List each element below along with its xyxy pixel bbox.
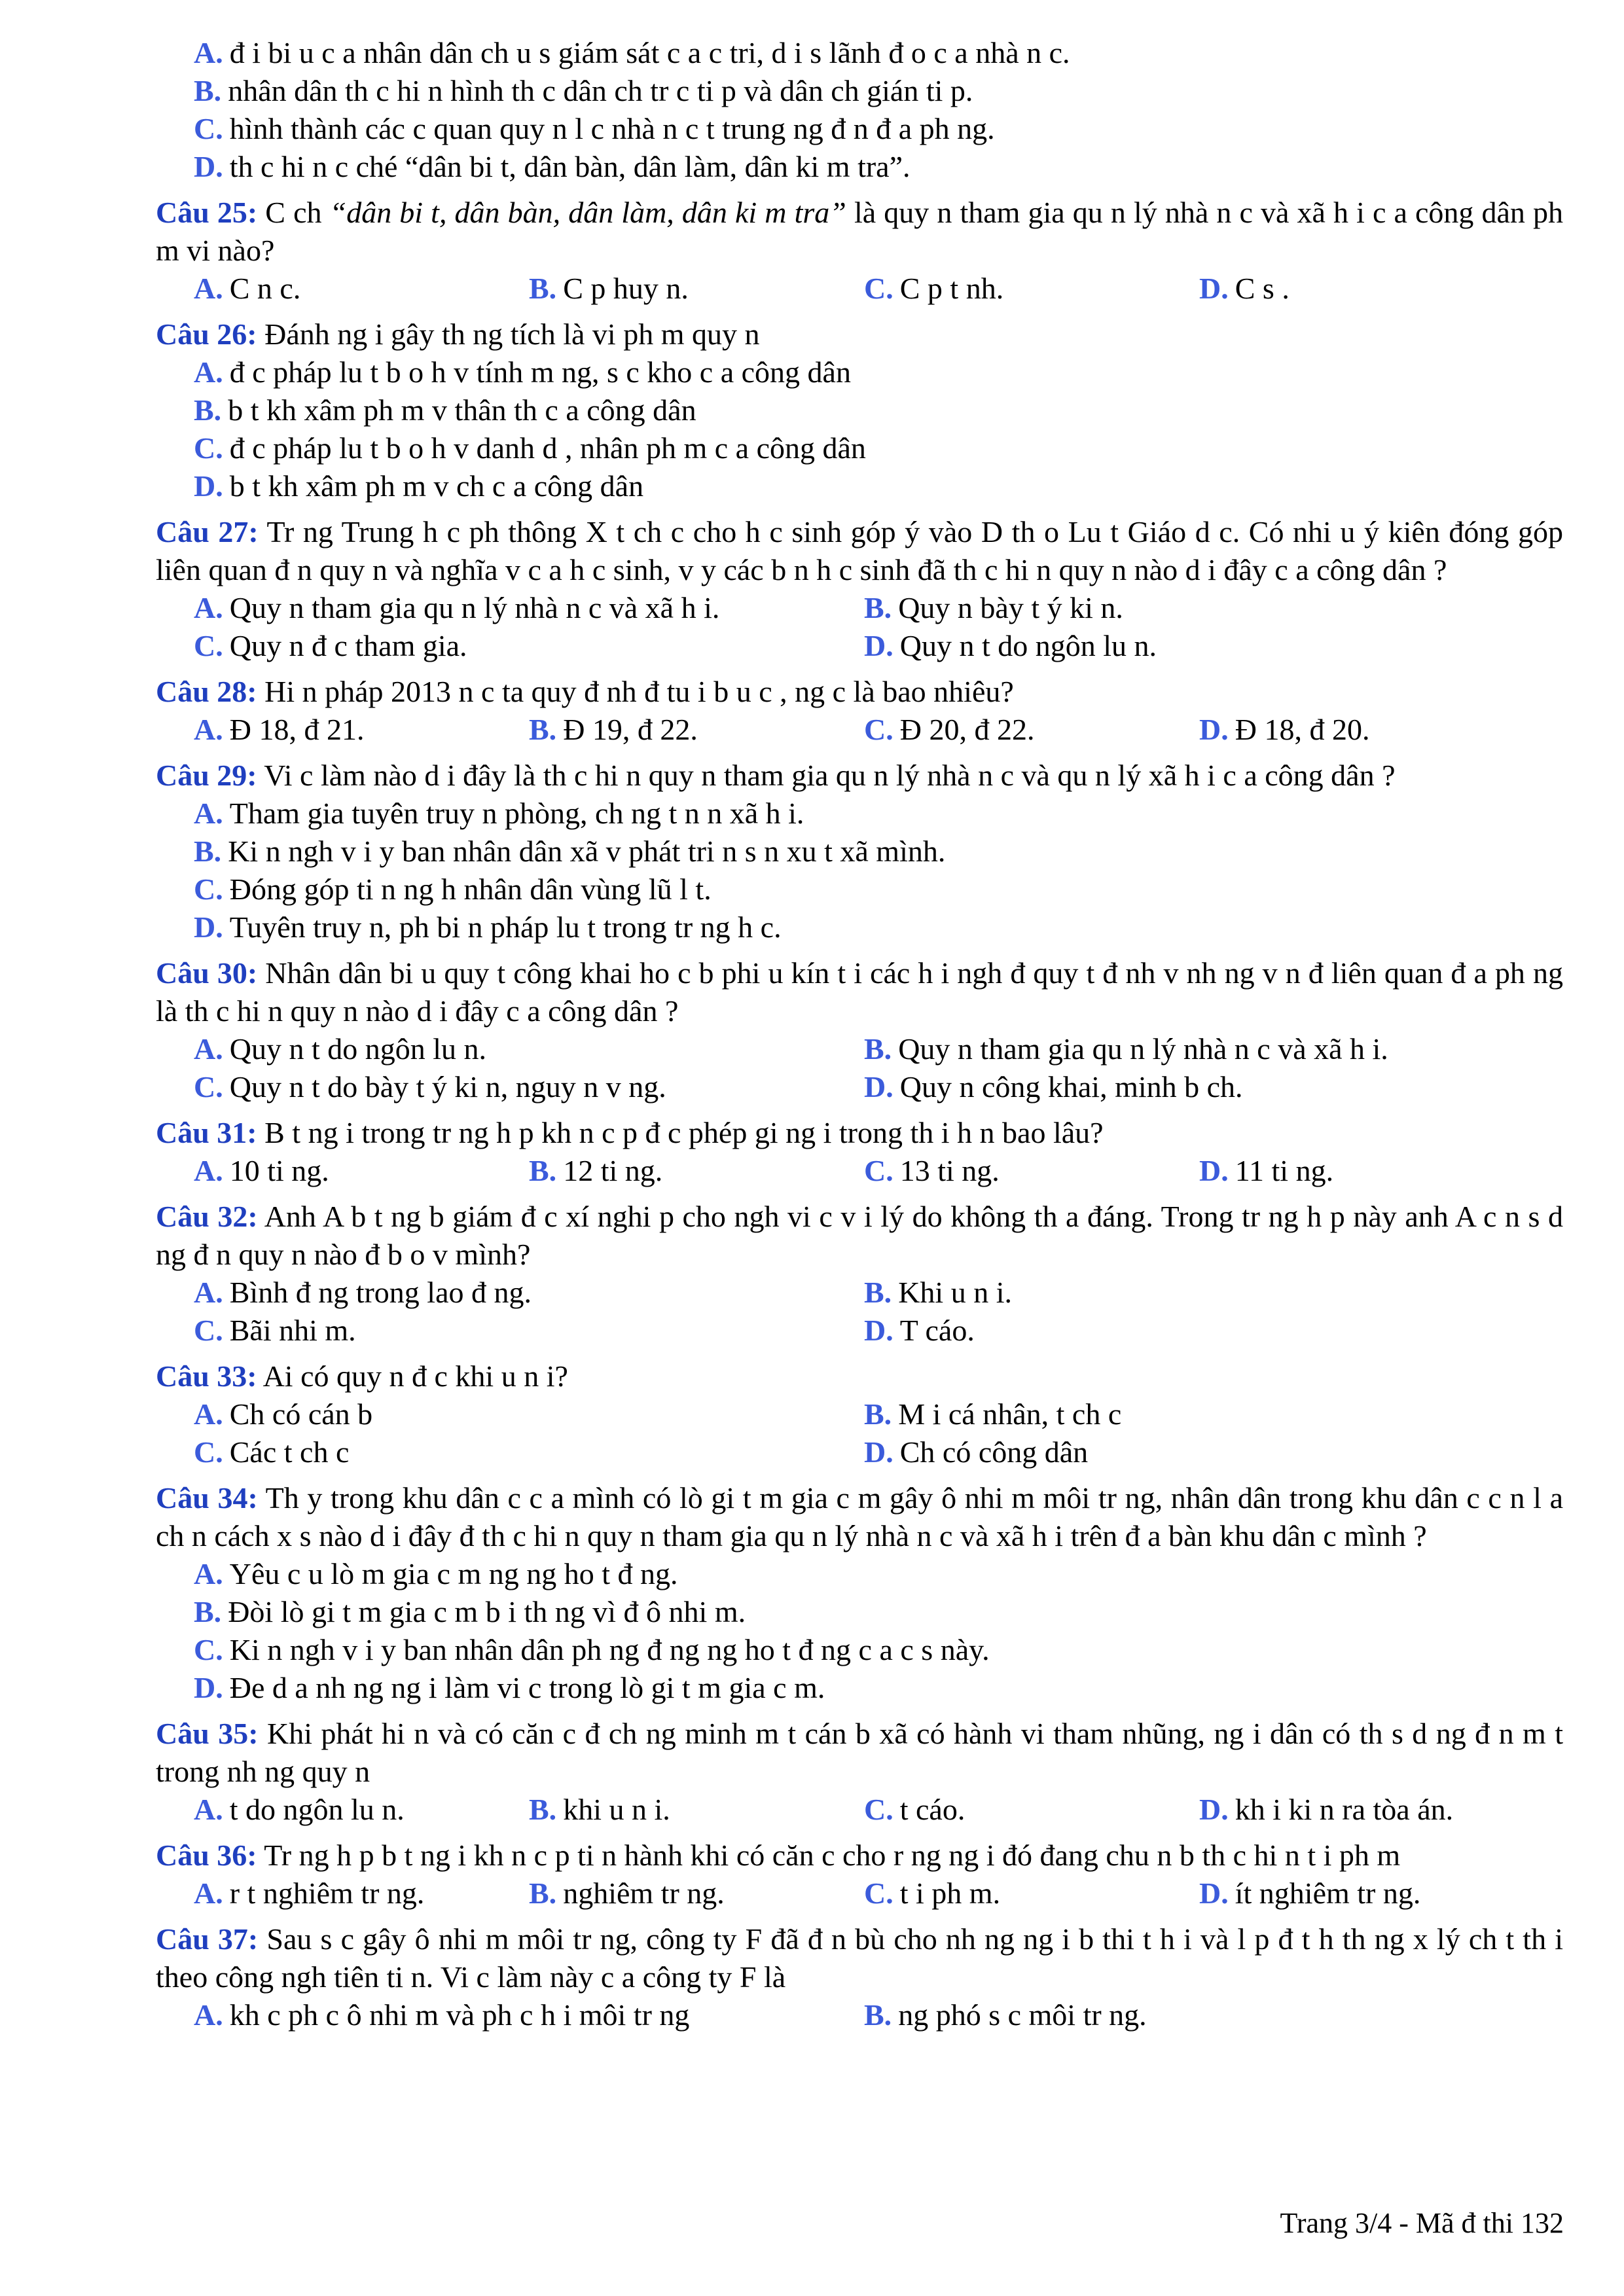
option-text: Đe d a nh ng ng i làm vi c trong lò gi t m gia c m. xyxy=(229,1671,825,1704)
options-row xyxy=(156,1433,1563,1471)
option-b xyxy=(529,711,864,749)
option-letter: B. xyxy=(194,393,222,427)
option-letter: D. xyxy=(1199,713,1229,746)
option-letter: B. xyxy=(864,591,892,624)
option-text: Ki n ngh v i y ban nhân dân xã v phát tri n s n xu t xã mình. xyxy=(228,834,946,868)
option-text: đ c pháp lu t b o h v tính m ng, s c kho c a công dân xyxy=(229,355,851,389)
option-text: 13 ti ng. xyxy=(899,1154,1000,1187)
option-text: t do ngôn lu n. xyxy=(229,1793,405,1826)
option-letter: C. xyxy=(864,713,893,746)
question-number: Câu 25: xyxy=(156,196,258,229)
question-25 xyxy=(156,194,1563,308)
option-text: t cáo. xyxy=(899,1793,965,1826)
question-29 xyxy=(156,757,1563,946)
option-letter: D. xyxy=(864,1070,893,1103)
question-text-part: Hi n pháp 2013 n c ta quy đ nh đ tu i b u c , ng c là bao nhiêu? xyxy=(257,675,1014,708)
options-row xyxy=(156,589,1563,627)
question-number: Câu 33: xyxy=(156,1359,257,1393)
option-letter: B. xyxy=(529,1154,557,1187)
option-a xyxy=(194,1555,1563,1593)
question-text-part: là quy n tham gia qu n lý nhà n c và xã h i c a công dân ph m vi nào? xyxy=(156,196,1564,267)
option-letter: D. xyxy=(1199,1876,1229,1910)
option-letter: C. xyxy=(194,872,223,906)
option-letter: A. xyxy=(194,1397,223,1431)
option-text: hình thành các c quan quy n l c nhà n c t trung ng đ n đ a ph ng. xyxy=(229,112,995,145)
option-letter: C. xyxy=(864,1154,893,1187)
option-text: Đ 19, đ 22. xyxy=(563,713,698,746)
option-a xyxy=(194,589,864,627)
option-a xyxy=(194,1791,529,1829)
question-35 xyxy=(156,1715,1563,1829)
option-letter: B. xyxy=(864,1998,892,2032)
option-text: Tham gia tuyên truy n phòng, ch ng t n n xã h i. xyxy=(229,797,804,830)
question-text xyxy=(156,1114,1563,1152)
option-letter: C. xyxy=(194,431,223,465)
option-text: Đ 20, đ 22. xyxy=(899,713,1035,746)
option-b xyxy=(194,72,1563,110)
option-text: Ki n ngh v i y ban nhân dân ph ng đ ng ng ho t đ ng c a c s này. xyxy=(229,1633,990,1666)
option-letter: C. xyxy=(864,1876,893,1910)
question-number: Câu 36: xyxy=(156,1839,257,1872)
option-d xyxy=(194,1669,1563,1707)
question-text-part: Khi phát hi n và có căn c đ ch ng minh m t cán b xã có hành vi tham nhũng, ng i dân có th s d ng đ n m t trong nh ng quy n xyxy=(156,1717,1563,1788)
option-text: Quy n bày t ý ki n. xyxy=(898,591,1123,624)
option-letter: C. xyxy=(194,1070,223,1103)
option-c xyxy=(194,110,1563,148)
option-letter: D. xyxy=(1199,1154,1229,1187)
question-number: Câu 37: xyxy=(156,1922,259,1956)
options-list xyxy=(156,353,1563,505)
option-letter: C. xyxy=(194,1314,223,1347)
exam-content xyxy=(156,34,1563,2034)
option-a xyxy=(194,1030,864,1068)
option-text: Khi u n i. xyxy=(898,1276,1012,1309)
option-text: Ch có cán b xyxy=(229,1397,373,1431)
option-c xyxy=(194,1068,864,1106)
option-d xyxy=(1199,1874,1534,1912)
option-text: nhân dân th c hi n hình th c dân ch tr c ti p và dân ch gián ti p. xyxy=(228,74,973,107)
options-row xyxy=(156,1874,1563,1912)
option-d xyxy=(1199,1791,1534,1829)
option-text: Yêu c u lò m gia c m ng ng ho t đ ng. xyxy=(229,1557,678,1590)
option-letter: A. xyxy=(194,1793,223,1826)
option-text: 12 ti ng. xyxy=(563,1154,663,1187)
option-letter: A. xyxy=(194,272,223,305)
question-number: Câu 29: xyxy=(156,759,257,792)
option-c xyxy=(864,270,1199,308)
question-text-part: B t ng i trong tr ng h p kh n c p đ c phép gi ng i trong th i h n bao lâu? xyxy=(257,1116,1104,1149)
option-letter: A. xyxy=(194,36,223,69)
option-b xyxy=(529,270,864,308)
option-c xyxy=(864,1874,1199,1912)
option-c xyxy=(864,1152,1199,1190)
option-letter: B. xyxy=(529,1876,557,1910)
option-a xyxy=(194,34,1563,72)
options-row xyxy=(156,270,1563,308)
options-list xyxy=(156,1555,1563,1707)
question-number: Câu 35: xyxy=(156,1717,259,1750)
option-text: kh i ki n ra tòa án. xyxy=(1235,1793,1454,1826)
option-text: Quy n t do bày t ý ki n, nguy n v ng. xyxy=(229,1070,666,1103)
question-text-part: Th y trong khu dân c c a mình có lò gi t m gia c m gây ô nhi m môi tr ng, nhân dân trong khu dân c c n l a ch n cách x s nào d i đây đ th c hi n quy n tham gia qu n lý nhà n c và xã h i trên đ a bàn khu dân c mình ? xyxy=(156,1481,1564,1552)
option-d xyxy=(1199,1152,1534,1190)
option-text: Quy n t do ngôn lu n. xyxy=(229,1032,487,1066)
question-text xyxy=(156,954,1563,1030)
option-b xyxy=(529,1152,864,1190)
option-d xyxy=(864,1068,1534,1106)
option-a xyxy=(194,795,1563,833)
question-31 xyxy=(156,1114,1563,1190)
question-text-part: Vi c làm nào d i đây là th c hi n quy n tham gia qu n lý nhà n c và qu n lý xã h i c a công dân ? xyxy=(257,759,1396,792)
option-text: ng phó s c môi tr ng. xyxy=(898,1998,1147,2032)
question-text xyxy=(156,1920,1563,1996)
option-letter: B. xyxy=(529,713,557,746)
question-36 xyxy=(156,1837,1563,1912)
option-letter: A. xyxy=(194,1876,223,1910)
option-text: Quy n công khai, minh b ch. xyxy=(899,1070,1243,1103)
question-text-part: Tr ng h p b t ng i kh n c p ti n hành khi có căn c cho r ng ng i đó đang chu n b th c hi n t i ph m xyxy=(257,1839,1401,1872)
option-text: Quy n đ c tham gia. xyxy=(229,629,467,662)
continued-options xyxy=(156,34,1563,186)
option-letter: D. xyxy=(194,469,223,503)
options-row xyxy=(156,1274,1563,1312)
option-letter: C. xyxy=(194,112,223,145)
option-c xyxy=(864,1791,1199,1829)
option-text: 10 ti ng. xyxy=(229,1154,329,1187)
question-text-part: Tr ng Trung h c ph thông X t ch c cho h c sinh góp ý vào D th o Lu t Giáo d c. Có nhi u ý kiên đóng góp liên quan đ n quy n và nghĩa v c a h c sinh, v y các b n h c sinh đã th c hi n quy n nào d i đây c a công dân ? xyxy=(156,515,1563,586)
option-letter: C. xyxy=(194,1435,223,1469)
question-number: Câu 27: xyxy=(156,515,259,548)
option-a xyxy=(194,1996,864,2034)
option-b xyxy=(194,391,1563,429)
option-text: b t kh xâm ph m v ch c a công dân xyxy=(229,469,644,503)
options-row xyxy=(156,1152,1563,1190)
option-a xyxy=(194,353,1563,391)
option-c xyxy=(194,1312,864,1350)
option-text: Đòi lò gi t m gia c m b i th ng vì đ ô nhi m. xyxy=(228,1595,746,1628)
option-letter: B. xyxy=(194,74,222,107)
option-d xyxy=(1199,711,1534,749)
option-text: T cáo. xyxy=(899,1314,975,1347)
question-text-part: Nhân dân bi u quy t công khai ho c b phi u kín t i các h i ngh đ quy t đ nh v nh ng v n đ liên quan đ a ph ng là th c hi n quy n nào d i đây c a công dân ? xyxy=(156,956,1563,1028)
option-b xyxy=(864,1395,1534,1433)
option-letter: A. xyxy=(194,1998,223,2032)
option-c xyxy=(194,1631,1563,1669)
option-letter: C. xyxy=(194,1633,223,1666)
options-list xyxy=(156,795,1563,946)
option-text: b t kh xâm ph m v thân th c a công dân xyxy=(228,393,696,427)
option-letter: A. xyxy=(194,1032,223,1066)
option-text: Đ 18, đ 21. xyxy=(229,713,365,746)
option-c xyxy=(864,711,1199,749)
question-text xyxy=(156,194,1563,270)
option-text: 11 ti ng. xyxy=(1235,1154,1334,1187)
option-d xyxy=(864,627,1534,665)
option-letter: D. xyxy=(864,1314,893,1347)
option-text: ít nghiêm tr ng. xyxy=(1235,1876,1421,1910)
option-a xyxy=(194,1874,529,1912)
question-text xyxy=(156,315,1563,353)
page-footer: Trang 3/4 - Mã đ thi 132 xyxy=(1280,2207,1564,2239)
option-letter: A. xyxy=(194,1154,223,1187)
option-text: Đóng góp ti n ng h nhân dân vùng lũ l t. xyxy=(229,872,712,906)
option-letter: B. xyxy=(529,1793,557,1826)
option-b xyxy=(864,1030,1534,1068)
option-letter: A. xyxy=(194,713,223,746)
option-d xyxy=(1199,270,1534,308)
option-b xyxy=(529,1874,864,1912)
option-letter: D. xyxy=(864,629,893,662)
option-letter: C. xyxy=(864,1793,893,1826)
options-row xyxy=(156,1030,1563,1068)
option-text: Quy n t do ngôn lu n. xyxy=(899,629,1157,662)
option-letter: A. xyxy=(194,591,223,624)
option-letter: B. xyxy=(864,1032,892,1066)
question-number: Câu 32: xyxy=(156,1200,258,1233)
option-d xyxy=(864,1433,1534,1471)
question-34 xyxy=(156,1479,1563,1707)
question-text xyxy=(156,1479,1563,1555)
option-letter: A. xyxy=(194,797,223,830)
options-row xyxy=(156,1791,1563,1829)
options-row xyxy=(156,1996,1563,2034)
option-text: đ i bi u c a nhân dân ch u s giám sát c a c tri, d i s lãnh đ o c a nhà n c. xyxy=(229,36,1070,69)
option-text: Quy n tham gia qu n lý nhà n c và xã h i. xyxy=(898,1032,1388,1066)
option-letter: B. xyxy=(194,1595,222,1628)
options-row xyxy=(156,1395,1563,1433)
option-text: C s . xyxy=(1235,272,1290,305)
option-letter: A. xyxy=(194,1276,223,1309)
option-b xyxy=(864,1996,1534,2034)
option-text: Đ 18, đ 20. xyxy=(1235,713,1370,746)
question-33 xyxy=(156,1357,1563,1471)
option-letter: B. xyxy=(194,834,222,868)
option-b xyxy=(864,1274,1534,1312)
option-b xyxy=(864,589,1534,627)
options-row xyxy=(156,1068,1563,1106)
option-letter: C. xyxy=(194,629,223,662)
option-text: Tuyên truy n, ph bi n pháp lu t trong tr ng h c. xyxy=(229,910,782,944)
option-d xyxy=(194,467,1563,505)
question-quote: “dân bi t, dân bàn, dân làm, dân ki m tra” xyxy=(329,196,846,229)
question-text xyxy=(156,1837,1563,1874)
option-b xyxy=(194,833,1563,870)
question-text xyxy=(156,513,1563,589)
option-text: Quy n tham gia qu n lý nhà n c và xã h i. xyxy=(229,591,720,624)
question-text-part: Ai có quy n đ c khi u n i? xyxy=(257,1359,568,1393)
option-text: Các t ch c xyxy=(229,1435,350,1469)
option-a xyxy=(194,1152,529,1190)
question-27 xyxy=(156,513,1563,665)
option-text: kh c ph c ô nhi m và ph c h i môi tr ng xyxy=(229,1998,690,2032)
option-letter: D. xyxy=(1199,1793,1229,1826)
question-number: Câu 31: xyxy=(156,1116,257,1149)
question-37 xyxy=(156,1920,1563,2034)
option-text: đ c pháp lu t b o h v danh d , nhân ph m c a công dân xyxy=(229,431,866,465)
options-row xyxy=(156,627,1563,665)
option-letter: B. xyxy=(529,272,557,305)
question-30 xyxy=(156,954,1563,1106)
option-a xyxy=(194,1274,864,1312)
question-text-part: Sau s c gây ô nhi m môi tr ng, công ty F đã đ n bù cho nh ng ng i b thi t h i và l p đ t h th ng x lý ch t th i theo công ngh tiên ti n. Vi c làm này c a công ty F là xyxy=(156,1922,1563,1994)
option-c xyxy=(194,429,1563,467)
question-text-part: Đánh ng i gây th ng tích là vi ph m quy n xyxy=(257,317,760,351)
option-letter: A. xyxy=(194,355,223,389)
option-text: Ch có công dân xyxy=(899,1435,1089,1469)
option-a xyxy=(194,711,529,749)
question-number: Câu 26: xyxy=(156,317,257,351)
options-row xyxy=(156,711,1563,749)
option-letter: D. xyxy=(194,1671,223,1704)
question-text xyxy=(156,1357,1563,1395)
option-text: M i cá nhân, t ch c xyxy=(898,1397,1122,1431)
option-text: khi u n i. xyxy=(563,1793,670,1826)
question-text-part: Anh A b t ng b giám đ c xí nghi p cho ngh vi c v i lý do không th a đáng. Trong tr ng h p này anh A c n s d ng đ n quy n nào đ b o v mình? xyxy=(156,1200,1563,1271)
option-c xyxy=(194,627,864,665)
option-text: C p huy n. xyxy=(563,272,689,305)
option-letter: D. xyxy=(194,910,223,944)
question-text xyxy=(156,1715,1563,1791)
option-a xyxy=(194,1395,864,1433)
option-letter: A. xyxy=(194,1557,223,1590)
option-c xyxy=(194,1433,864,1471)
option-letter: D. xyxy=(194,150,223,183)
option-d xyxy=(194,908,1563,946)
option-text: C n c. xyxy=(229,272,301,305)
option-letter: B. xyxy=(864,1397,892,1431)
option-text: nghiêm tr ng. xyxy=(563,1876,725,1910)
question-32 xyxy=(156,1198,1563,1350)
option-b xyxy=(529,1791,864,1829)
option-letter: C. xyxy=(864,272,893,305)
option-letter: D. xyxy=(864,1435,893,1469)
question-text-part: C ch xyxy=(257,196,330,229)
question-number: Câu 34: xyxy=(156,1481,258,1515)
question-text xyxy=(156,1198,1563,1274)
option-a xyxy=(194,270,529,308)
option-text: r t nghiêm tr ng. xyxy=(229,1876,425,1910)
question-text xyxy=(156,757,1563,795)
option-letter: D. xyxy=(1199,272,1229,305)
question-28 xyxy=(156,673,1563,749)
option-d xyxy=(194,148,1563,186)
option-text: th c hi n c ché “dân bi t, dân bàn, dân làm, dân ki m tra”. xyxy=(229,150,911,183)
option-d xyxy=(864,1312,1534,1350)
option-text: t i ph m. xyxy=(899,1876,1001,1910)
question-26 xyxy=(156,315,1563,505)
question-text xyxy=(156,673,1563,711)
option-letter: B. xyxy=(864,1276,892,1309)
question-number: Câu 28: xyxy=(156,675,257,708)
option-text: C p t nh. xyxy=(899,272,1004,305)
question-number: Câu 30: xyxy=(156,956,258,990)
option-text: Bình đ ng trong lao đ ng. xyxy=(229,1276,532,1309)
option-text: Bãi nhi m. xyxy=(229,1314,356,1347)
option-b xyxy=(194,1593,1563,1631)
options-row xyxy=(156,1312,1563,1350)
option-c xyxy=(194,870,1563,908)
